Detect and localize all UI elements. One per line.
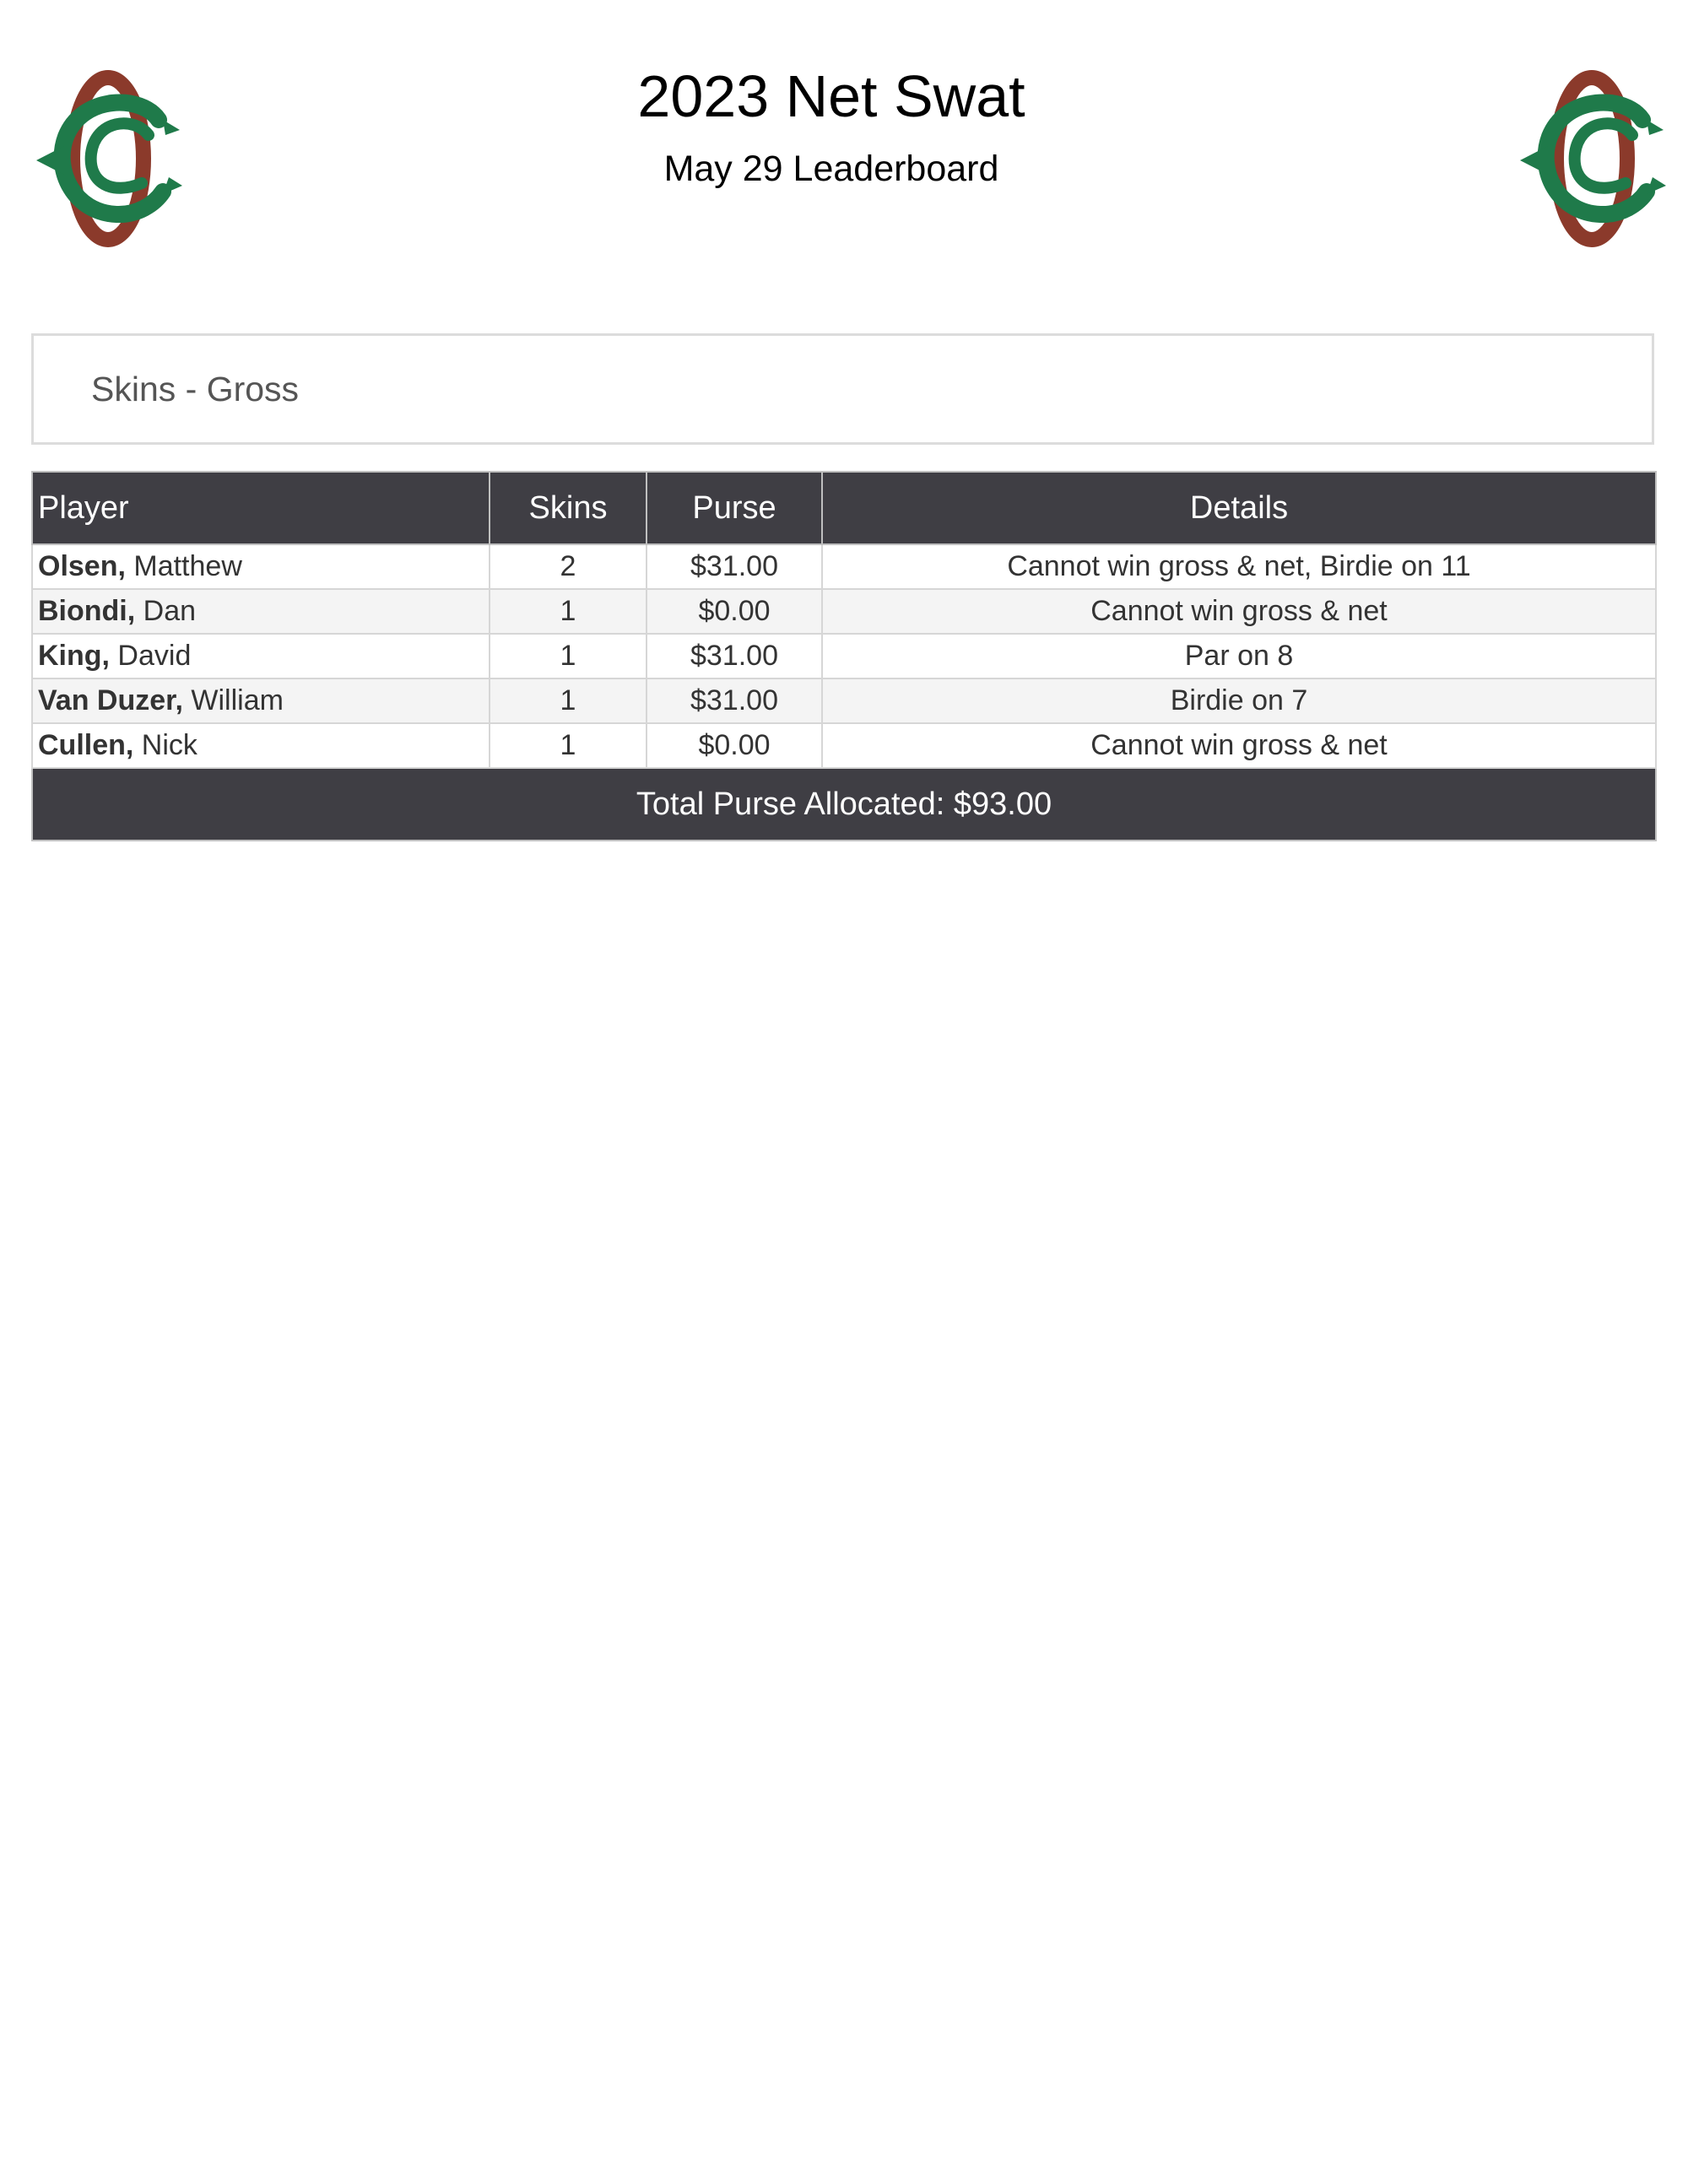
purse-cell: $0.00 (647, 589, 822, 634)
table-footer-row (32, 768, 1656, 841)
total-purse: Total Purse Allocated: $93.00 (32, 768, 1656, 841)
column-header-player: Player (32, 472, 490, 544)
player-first-name: Nick (133, 729, 197, 761)
purse-cell: $31.00 (647, 634, 822, 678)
player-cell (32, 544, 490, 589)
player-cell (32, 678, 490, 723)
table-header-row (32, 472, 1656, 544)
column-header-purse: Purse (647, 472, 822, 544)
details-cell: Cannot win gross & net (822, 589, 1656, 634)
player-first-name: Dan (135, 595, 197, 627)
details-cell: Cannot win gross & net (822, 723, 1656, 768)
purse-cell: $31.00 (647, 544, 822, 589)
skins-cell: 1 (490, 634, 647, 678)
table-row (32, 634, 1656, 678)
skins-cell: 1 (490, 723, 647, 768)
skins-cell: 2 (490, 544, 647, 589)
table-row (32, 678, 1656, 723)
player-last-name: Biondi, (38, 595, 136, 627)
player-cell (32, 634, 490, 678)
details-cell: Birdie on 7 (822, 678, 1656, 723)
details-cell: Par on 8 (822, 634, 1656, 678)
purse-cell: $31.00 (647, 678, 822, 723)
section-label: Skins - Gross (91, 370, 300, 408)
player-first-name: David (109, 640, 192, 672)
player-last-name: Van Duzer, (38, 684, 183, 716)
player-last-name: King, (38, 640, 110, 672)
details-cell: Cannot win gross & net, Birdie on 11 (822, 544, 1656, 589)
player-cell (32, 723, 490, 768)
section-header (31, 333, 1654, 445)
leaderboard-table (31, 471, 1657, 841)
skins-cell: 1 (490, 678, 647, 723)
player-last-name: Cullen, (38, 729, 134, 761)
player-last-name: Olsen, (38, 550, 126, 582)
purse-cell: $0.00 (647, 723, 822, 768)
page-title: 2023 Net Swat (637, 63, 1025, 129)
player-first-name: William (182, 684, 284, 716)
column-header-skins: Skins (490, 472, 647, 544)
table-row (32, 544, 1656, 589)
column-header-details: Details (822, 472, 1656, 544)
player-first-name: Matthew (125, 550, 242, 582)
player-cell (32, 589, 490, 634)
table-row (32, 589, 1656, 634)
page-subtitle: May 29 Leaderboard (663, 149, 999, 189)
table-row (32, 723, 1656, 768)
skins-cell: 1 (490, 589, 647, 634)
